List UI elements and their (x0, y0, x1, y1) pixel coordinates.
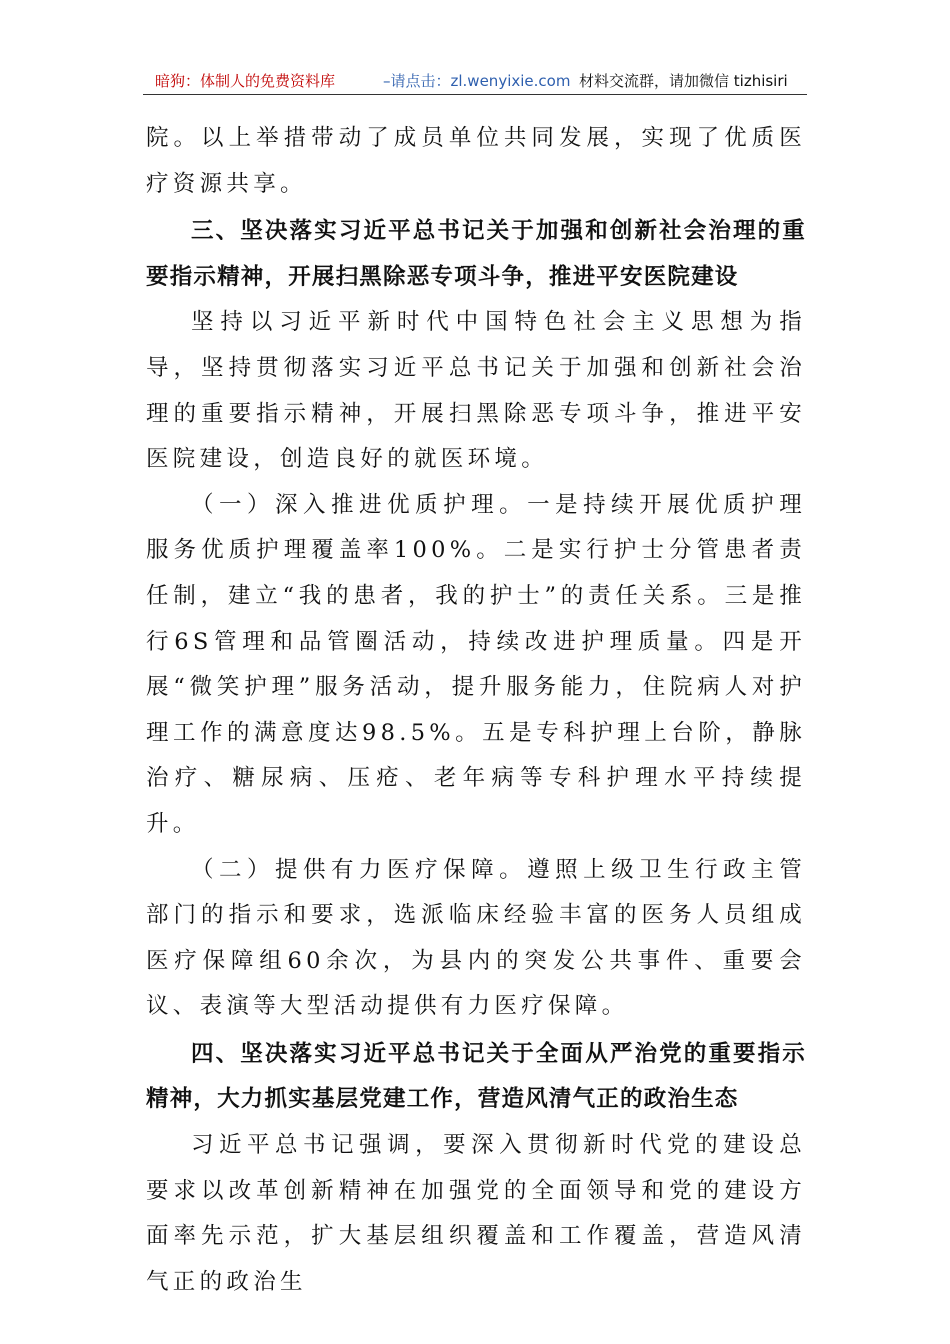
paragraph-medical-support: （二）提供有力医疗保障。遵照上级卫生行政主管部门的指示和要求，选派临床经验丰富的医务人员组成医疗保障组60余次，为县内的突发公共事件、重要会议、表演等大型活动提供有力医疗保障。 (146, 856, 806, 1020)
document-body (146, 116, 806, 1305)
section-heading-4: 四、坚决落实习近平总书记关于全面从严治党的重要指示精神，大力抓实基层党建工作，营造风清气正的政治生态 (146, 1040, 806, 1113)
paragraph-nursing: （一）深入推进优质护理。一是持续开展优质护理服务优质护理覆盖率100%。二是实行护士分管患者责任制，建立“我的患者，我的护士”的责任关系。三是推行6S管理和品管圈活动，持续改进护理质量。四是开展“微笑护理”服务活动，提升服务能力，住院病人对护理工作的满意度达98.5%。五是专科护理上台阶，静脉治疗、糖尿病、压疮、老年病等专科护理水平持续提升。 (146, 491, 806, 837)
header-wechat-note: 材料交流群，请加微信 tizhisiri (579, 72, 788, 90)
paragraph-section-4-intro: 习近平总书记强调，要深入贯彻新时代党的建设总要求以改革创新精神在加强党的全面领导和党的建设方面率先示范，扩大基层组织覆盖和工作覆盖，营造风清气正的政治生 (146, 1132, 806, 1295)
section-heading-3: 三、坚决落实习近平总书记关于加强和创新社会治理的重要指示精神，开展扫黑除恶专项斗争，推进平安医院建设 (146, 218, 806, 290)
page-header (143, 64, 807, 95)
header-link[interactable]: –请点击：zl.wenyixie.com (383, 72, 571, 90)
paragraph-section-3-intro: 坚持以习近平新时代中国特色社会主义思想为指导，坚持贯彻落实习近平总书记关于加强和创新社会治理的重要指示精神，开展扫黑除恶专项斗争，推进平安医院建设，创造良好的就医环境。 (146, 309, 806, 473)
paragraph-continued: 院。以上举措带动了成员单位共同发展，实现了优质医疗资源共享。 (146, 125, 806, 197)
header-brand-text: 暗狗：体制人的免费资料库 (155, 72, 336, 90)
